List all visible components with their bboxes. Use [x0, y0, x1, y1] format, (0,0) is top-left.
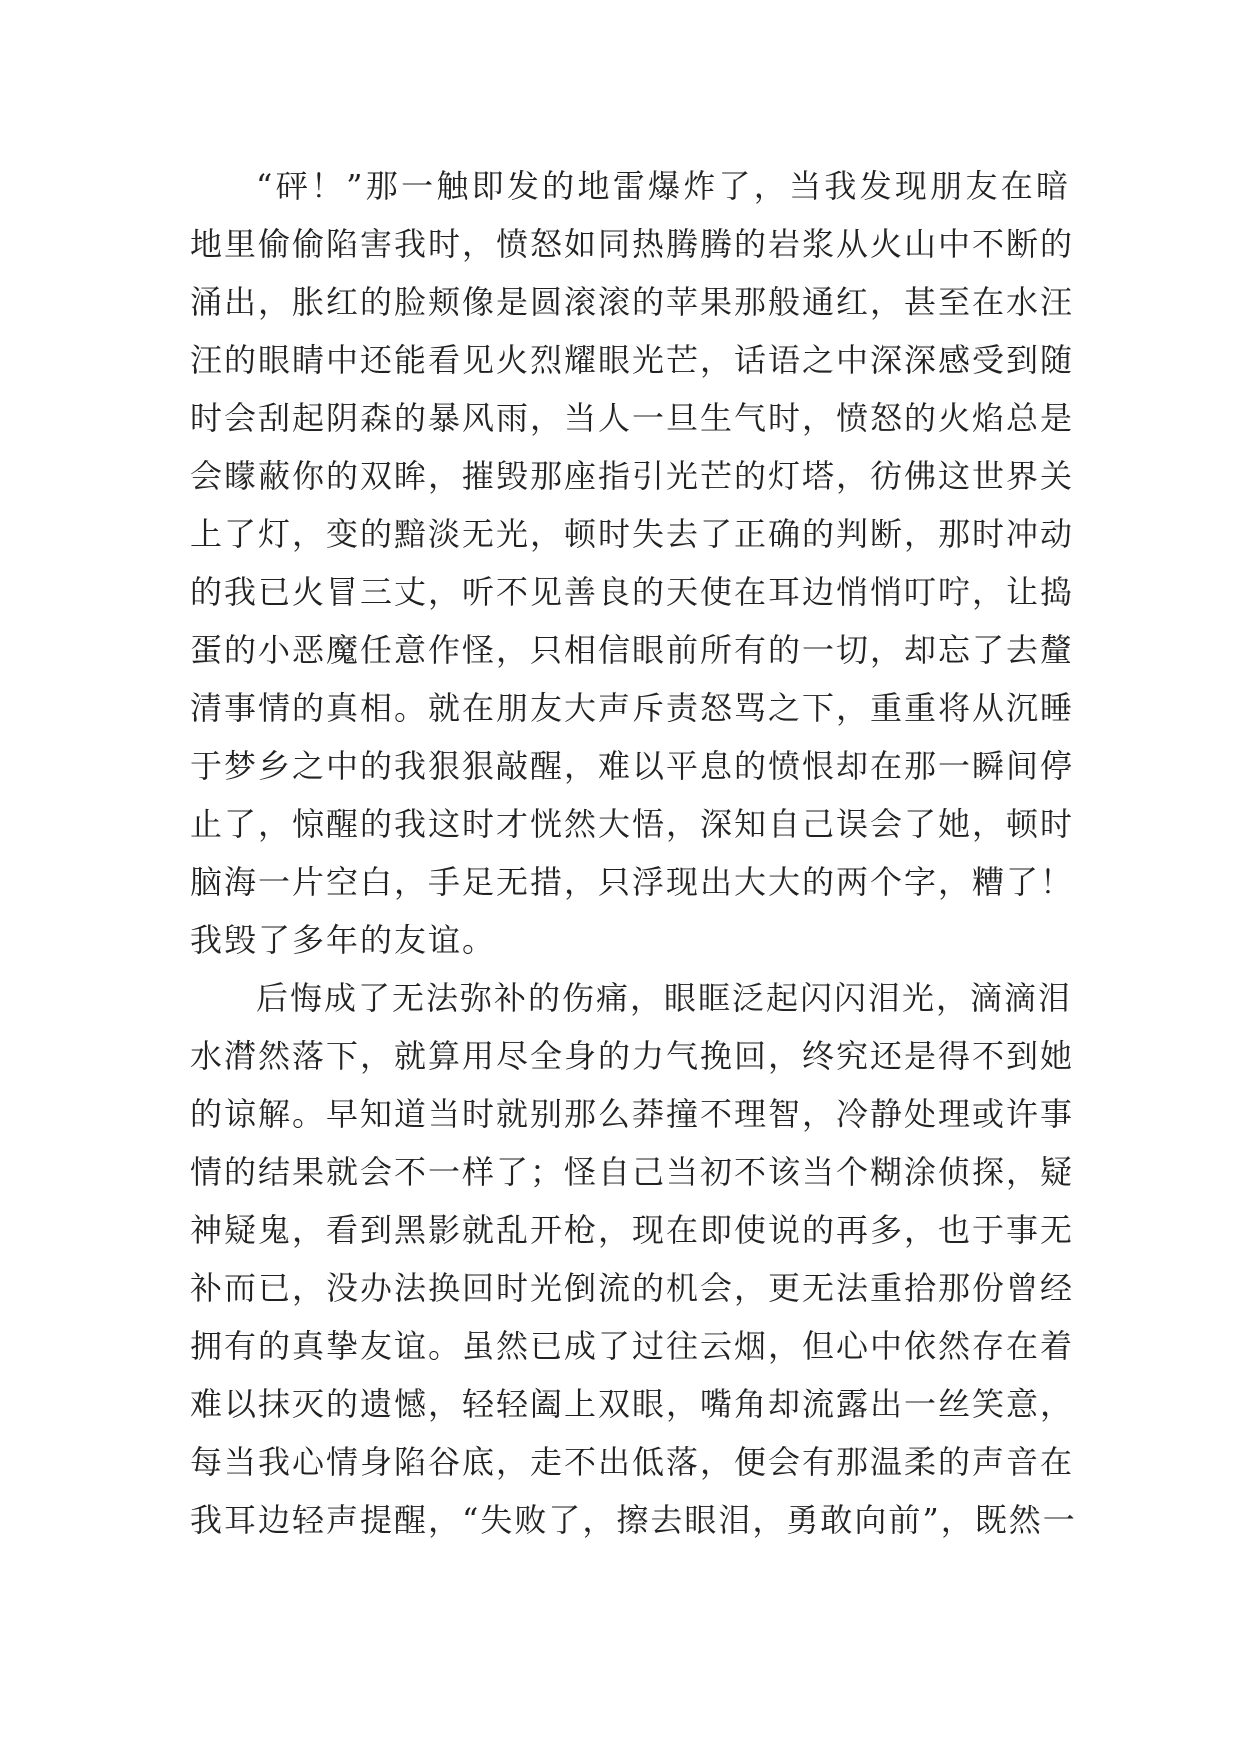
text-line: “砰！”那一触即发的地雷爆炸了，当我发现朋友在暗 [256, 167, 1070, 205]
text-line: 拥有的真挚友谊。虽然已成了过往云烟，但心中依然存在着 [190, 1327, 1075, 1365]
text-line: 时会刮起阴森的暴风雨，当人一旦生气时，愤怒的火焰总是 [190, 399, 1075, 437]
text-line: 我耳边轻声提醒，“失败了，擦去眼泪，勇敢向前”，既然一 [190, 1501, 1077, 1539]
text-line: 脑海一片空白，手足无措，只浮现出大大的两个字，糟了！ [190, 863, 1075, 901]
text-line: 会矇蔽你的双眸，摧毁那座指引光芒的灯塔，彷佛这世界关 [190, 457, 1075, 495]
article-body [190, 157, 1077, 1549]
text-line: 蛋的小恶魔任意作怪，只相信眼前所有的一切，却忘了去釐 [190, 631, 1075, 669]
text-line: 我毁了多年的友谊。 [190, 921, 497, 959]
text-line: 每当我心情身陷谷底，走不出低落，便会有那温柔的声音在 [190, 1443, 1075, 1481]
text-line: 止了，惊醒的我这时才恍然大悟，深知自己误会了她，顿时 [190, 805, 1075, 843]
text-line: 于梦乡之中的我狠狠敲醒，难以平息的愤恨却在那一瞬间停 [190, 747, 1075, 785]
text-line: 难以抹灭的遗憾，轻轻阖上双眼，嘴角却流露出一丝笑意， [190, 1385, 1075, 1423]
paragraph-1 [190, 157, 1075, 969]
text-line: 涌出，胀红的脸颊像是圆滚滚的苹果那般通红，甚至在水汪 [190, 283, 1075, 321]
text-line: 上了灯，变的黯淡无光，顿时失去了正确的判断，那时冲动 [190, 515, 1075, 553]
text-line: 后悔成了无法弥补的伤痛，眼眶泛起闪闪泪光，滴滴泪 [256, 979, 1073, 1017]
text-line: 清事情的真相。就在朋友大声斥责怒骂之下，重重将从沉睡 [190, 689, 1075, 727]
text-line: 的谅解。早知道当时就别那么莽撞不理智，冷静处理或许事 [190, 1095, 1075, 1133]
text-line: 补而已，没办法换回时光倒流的机会，更无法重拾那份曾经 [190, 1269, 1075, 1307]
text-line: 神疑鬼，看到黑影就乱开枪，现在即使说的再多，也于事无 [190, 1211, 1075, 1249]
text-line: 的我已火冒三丈，听不见善良的天使在耳边悄悄叮咛，让捣 [190, 573, 1075, 611]
paragraph-2 [190, 969, 1077, 1549]
text-line: 汪的眼睛中还能看见火烈耀眼光芒，话语之中深深感受到随 [190, 341, 1075, 379]
text-line: 情的结果就会不一样了；怪自己当初不该当个糊涂侦探，疑 [190, 1153, 1075, 1191]
text-line: 地里偷偷陷害我时，愤怒如同热腾腾的岩浆从火山中不断的 [190, 225, 1075, 263]
text-line: 水潸然落下，就算用尽全身的力气挽回，终究还是得不到她 [190, 1037, 1075, 1075]
